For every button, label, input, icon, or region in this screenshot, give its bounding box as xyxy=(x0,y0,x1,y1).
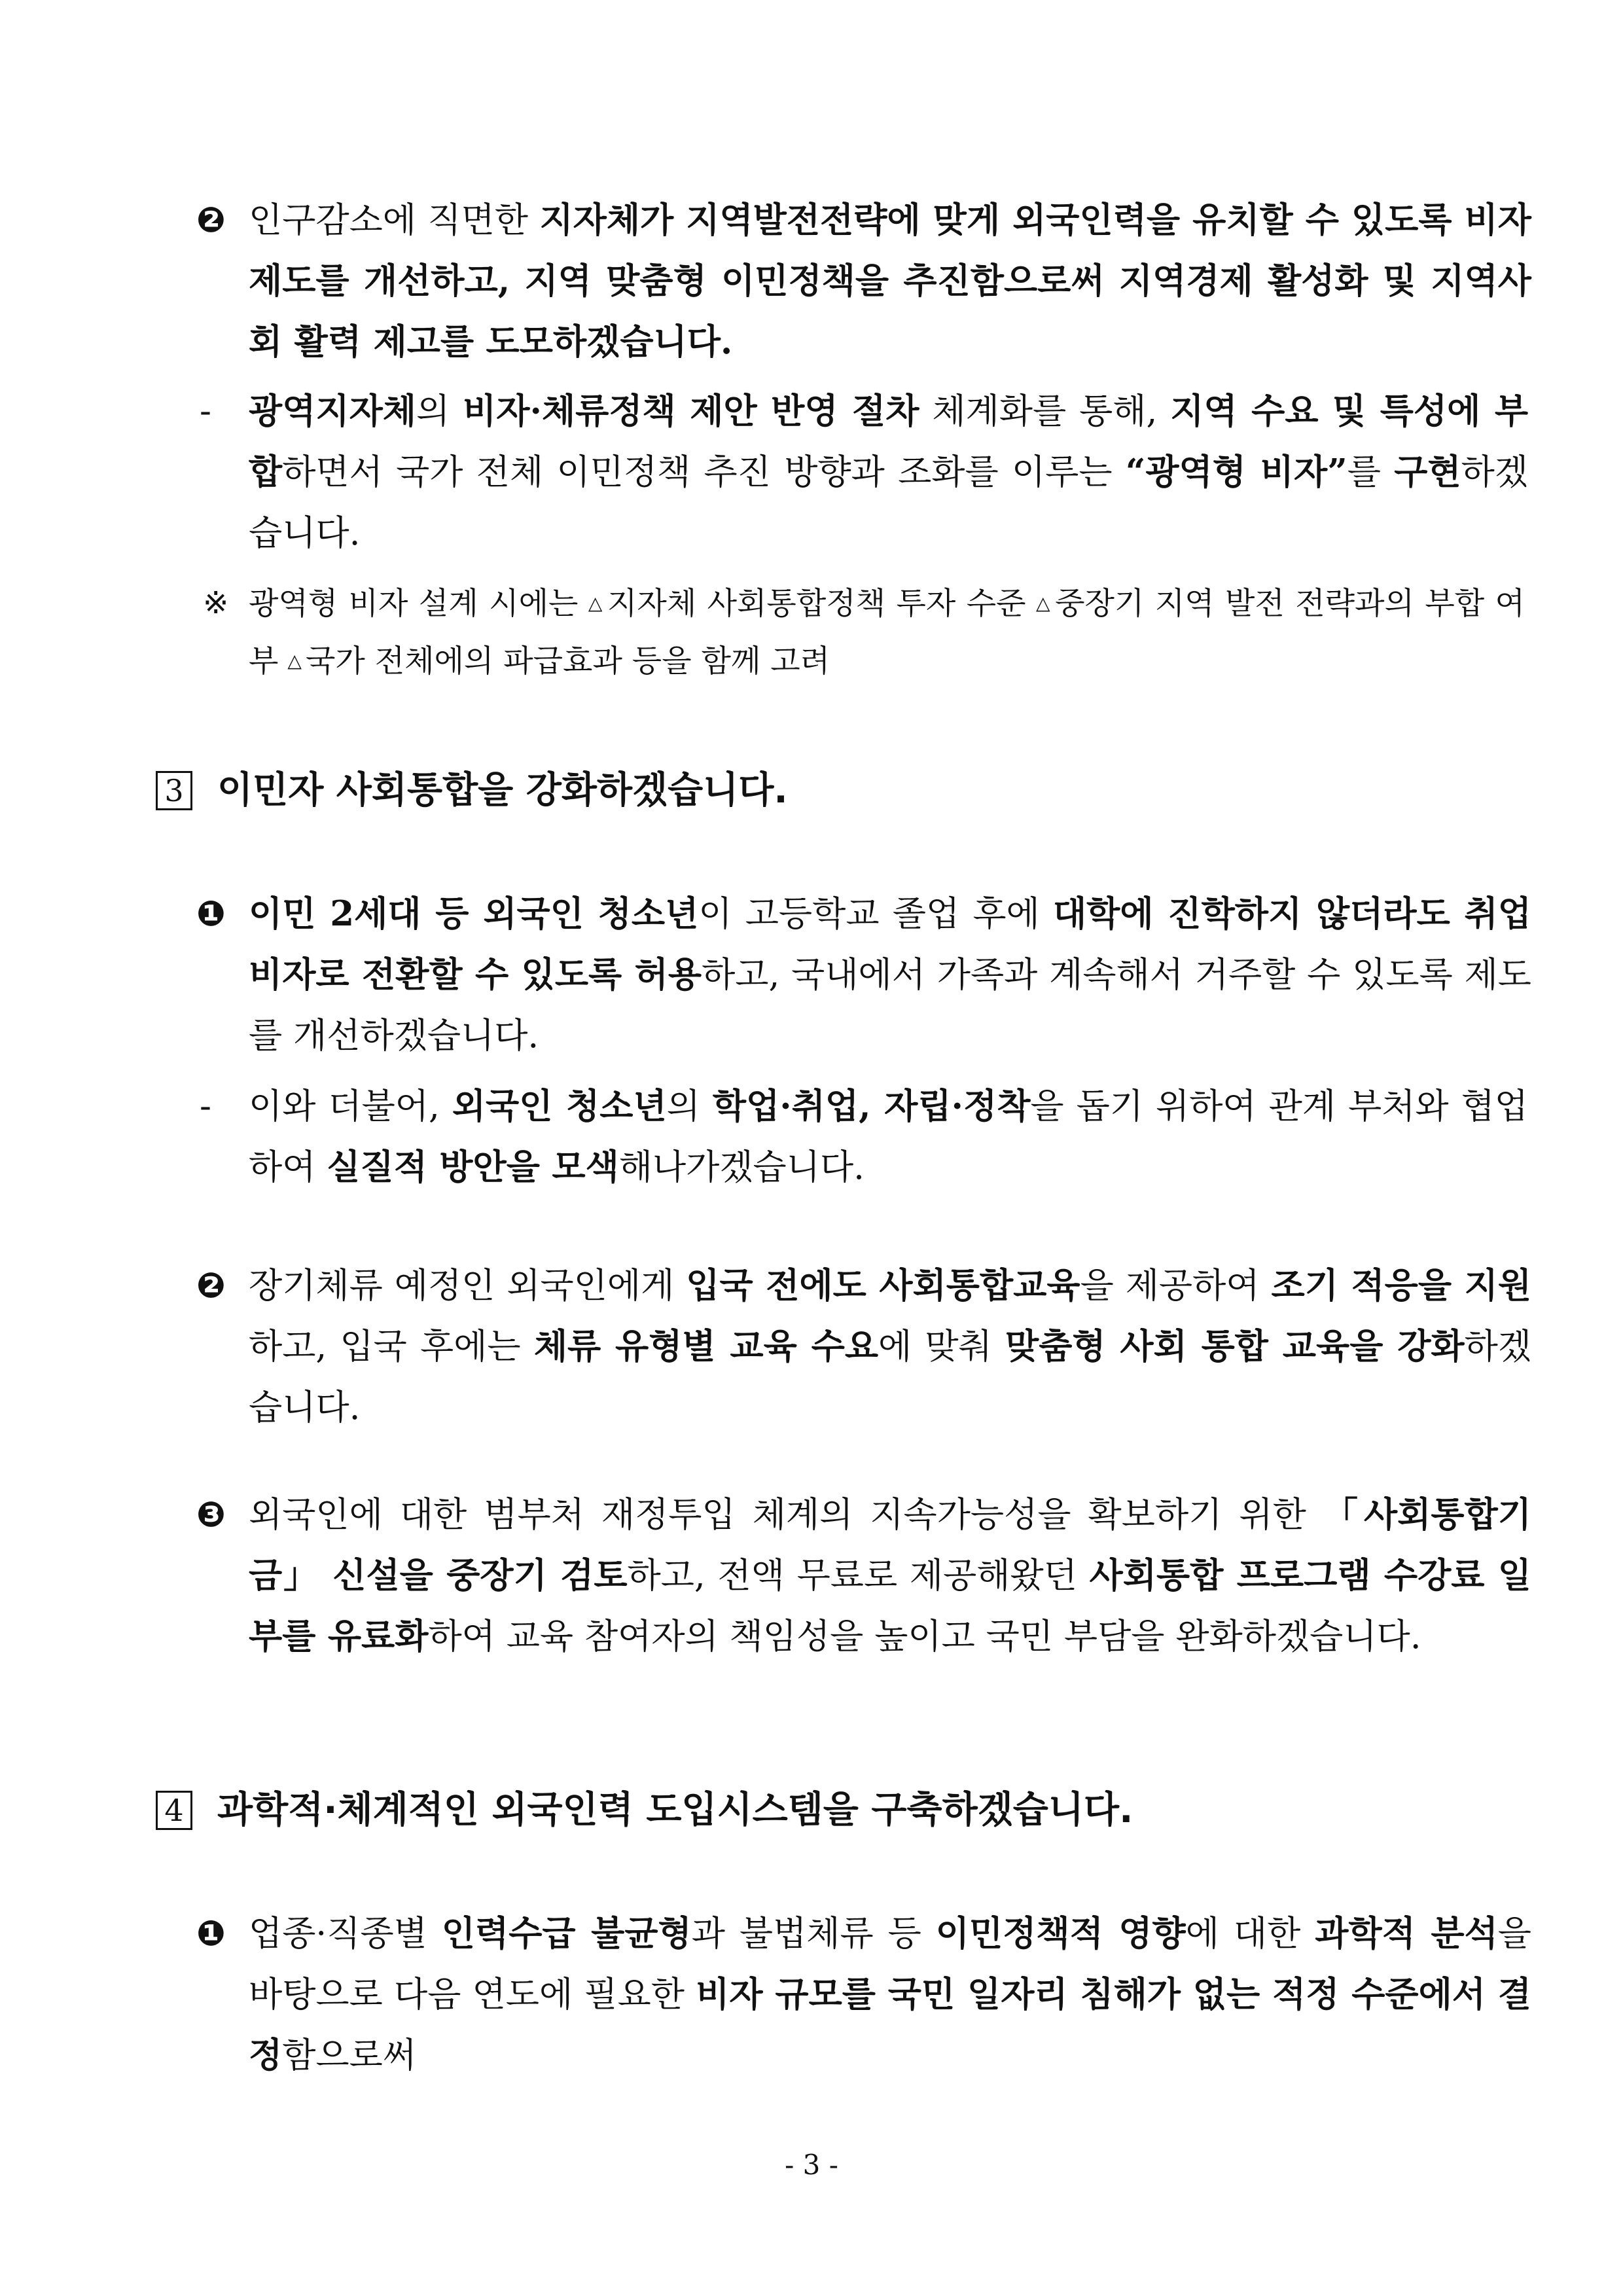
section-number-box: 4 xyxy=(156,1791,192,1830)
paragraph-foreign-youth: ❶ 이민 2세대 등 외국인 청소년이 고등학교 졸업 후에 대학에 진학하지 않더라도 취업비자로 전환할 수 있도록 허용하고, 국내에서 가족과 계속해서 거주할 수 있도록 제도를 개선하겠습니다. xyxy=(196,884,1531,1066)
reference-mark-icon: ※ xyxy=(203,585,229,621)
circled-number-2-icon: ❷ xyxy=(196,200,226,240)
triangle-bullet-icon: △ xyxy=(1035,592,1052,614)
subitem-youth-support: - 이와 더불어, 외국인 청소년의 학업·취업, 자립·정착을 돕기 위하여 관계 부처와 협업하여 실질적 방안을 모색해나가겠습니다. xyxy=(200,1076,1528,1198)
circled-number-1-icon: ❶ xyxy=(196,894,226,934)
section-heading-4 xyxy=(156,1784,1133,1837)
paragraph-regional-visa: ❷ 인구감소에 직면한 지자체가 지역발전전략에 맞게 외국인력을 유치할 수 있도록 비자 제도를 개선하고, 지역 맞춤형 이민정책을 추진함으로써 지역경제 활성화 및 지역사회 활력 제고를 도모하겠습니다. xyxy=(196,190,1531,372)
section-title: 과학적·체계적인 외국인력 도입시스템을 구축하겠습니다. xyxy=(217,1789,1133,1831)
dash-bullet: - xyxy=(200,391,211,431)
paragraph-integration-education: ❷ 장기체류 예정인 외국인에게 입국 전에도 사회통합교육을 제공하여 조기 적응을 지원하고, 입국 후에는 체류 유형별 교육 수요에 맞춰 맞춤형 사회 통합 교육을 강화하겠습니다. xyxy=(196,1255,1531,1438)
dash-bullet: - xyxy=(200,1086,211,1126)
note-metropolitan-visa-design: ※ 광역형 비자 설계 시에는 △ 지자체 사회통합정책 투자 수준 △ 중장기 지역 발전 전략과의 부합 여부 △ 국가 전체에의 파급효과 등을 함께 고려 xyxy=(203,575,1525,690)
triangle-bullet-icon: △ xyxy=(587,592,603,614)
circled-number-1-icon: ❶ xyxy=(196,1914,226,1954)
section-number-box: 3 xyxy=(156,771,192,810)
paragraph-workforce-system: ❶ 업종·직종별 인력수급 불균형과 불법체류 등 이민정책적 영향에 대한 과학적 분석을 바탕으로 다음 연도에 필요한 비자 규모를 국민 일자리 침해가 없는 적정 수준에서 결정함으로써 xyxy=(196,1903,1531,2086)
paragraph-integration-fund: ❸ 외국인에 대한 범부처 재정투입 체계의 지속가능성을 확보하기 위한 「사회통합기금」 신설을 중장기 검토하고, 전액 무료로 제공해왔던 사회통합 프로그램 수강료 일부를 유료화하여 교육 참여자의 책임성을 높이고 국민 부담을 완화하겠습니다. xyxy=(196,1484,1531,1667)
triangle-bullet-icon: △ xyxy=(287,650,302,672)
circled-number-3-icon: ❸ xyxy=(196,1495,226,1535)
circled-number-2-icon: ❷ xyxy=(196,1266,226,1306)
section-heading-3 xyxy=(156,764,788,817)
subitem-metropolitan-visa: - 광역지자체의 비자·체류정책 제안 반영 절차 체계화를 통해, 지역 수요 및 특성에 부합하면서 국가 전체 이민정책 추진 방향과 조화를 이루는 “광역형 비자”를 구현하겠습니다. xyxy=(200,381,1528,564)
page-number: - 3 - xyxy=(785,2149,838,2181)
section-title: 이민자 사회통합을 강화하겠습니다. xyxy=(217,769,788,812)
